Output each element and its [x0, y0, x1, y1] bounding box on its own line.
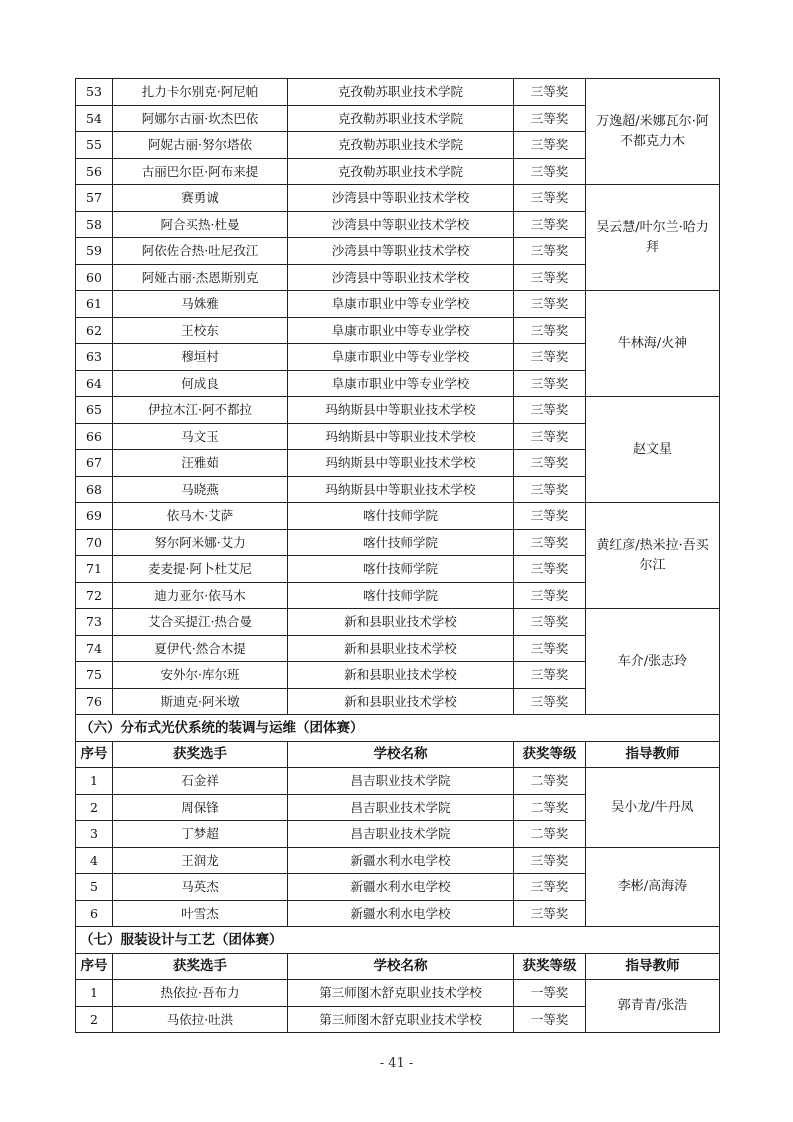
page-number: - 41 -	[379, 1056, 414, 1071]
school-name: 喀什技师学院	[288, 529, 514, 556]
school-name: 新和县职业技术学校	[288, 688, 514, 715]
table-row	[76, 609, 720, 636]
table-row	[76, 503, 720, 530]
row-number: 56	[76, 158, 113, 185]
winner-name: 赛勇诚	[113, 185, 288, 212]
winner-name: 安外尔·库尔班	[113, 662, 288, 689]
winner-name: 夏伊代·然合木提	[113, 635, 288, 662]
school-name: 阜康市职业中等专业学校	[288, 291, 514, 318]
school-name: 沙湾县中等职业技术学校	[288, 185, 514, 212]
row-number: 67	[76, 450, 113, 477]
school-name: 沙湾县中等职业技术学校	[288, 264, 514, 291]
school-name: 昌吉职业技术学院	[288, 768, 514, 795]
table-row	[76, 291, 720, 318]
winner-name: 何成良	[113, 370, 288, 397]
school-name: 玛纳斯县中等职业技术学校	[288, 423, 514, 450]
award-level: 三等奖	[514, 132, 586, 159]
school-name: 新和县职业技术学校	[288, 609, 514, 636]
school-name: 沙湾县中等职业技术学校	[288, 238, 514, 265]
winner-name: 阿合买热·杜曼	[113, 211, 288, 238]
award-level: 一等奖	[514, 1006, 586, 1033]
award-level: 三等奖	[514, 688, 586, 715]
header-school: 学校名称	[288, 741, 514, 768]
award-level: 三等奖	[514, 344, 586, 371]
winner-name: 王润龙	[113, 847, 288, 874]
award-level: 三等奖	[514, 238, 586, 265]
row-number: 72	[76, 582, 113, 609]
award-level: 三等奖	[514, 847, 586, 874]
winner-name: 汪雅茹	[113, 450, 288, 477]
advisor-teacher: 牛林海/火神	[586, 291, 720, 397]
header-award: 获奖等级	[514, 953, 586, 980]
school-name: 昌吉职业技术学院	[288, 794, 514, 821]
section-title: （七）服装设计与工艺（团体赛）	[76, 927, 720, 954]
winner-name: 马晓燕	[113, 476, 288, 503]
advisor-teacher: 李彬/高海涛	[586, 847, 720, 927]
winner-name: 马文玉	[113, 423, 288, 450]
winner-name: 马英杰	[113, 874, 288, 901]
award-level: 二等奖	[514, 821, 586, 848]
school-name: 克孜勒苏职业技术学院	[288, 79, 514, 106]
award-level: 三等奖	[514, 291, 586, 318]
row-number: 74	[76, 635, 113, 662]
winner-name: 迪力亚尔·依马木	[113, 582, 288, 609]
row-number: 53	[76, 79, 113, 106]
table-row	[76, 980, 720, 1007]
row-number: 1	[76, 980, 113, 1007]
winner-name: 王校东	[113, 317, 288, 344]
winner-name: 热依拉·吾布力	[113, 980, 288, 1007]
row-number: 73	[76, 609, 113, 636]
award-level: 三等奖	[514, 503, 586, 530]
advisor-teacher: 车介/张志玲	[586, 609, 720, 715]
award-level: 二等奖	[514, 794, 586, 821]
winner-name: 阿娅古丽·杰恩斯别克	[113, 264, 288, 291]
advisor-teacher: 黄红彦/热米拉·吾买尔江	[586, 503, 720, 609]
award-level: 三等奖	[514, 529, 586, 556]
school-name: 新和县职业技术学校	[288, 635, 514, 662]
school-name: 新疆水利水电学校	[288, 900, 514, 927]
row-number: 2	[76, 794, 113, 821]
row-number: 4	[76, 847, 113, 874]
section-row	[76, 715, 720, 742]
row-number: 61	[76, 291, 113, 318]
row-number: 69	[76, 503, 113, 530]
winner-name: 马姝雅	[113, 291, 288, 318]
winner-name: 穆垣村	[113, 344, 288, 371]
awards-table	[75, 78, 720, 1033]
award-level: 二等奖	[514, 768, 586, 795]
award-level: 三等奖	[514, 635, 586, 662]
row-number: 60	[76, 264, 113, 291]
award-level: 三等奖	[514, 900, 586, 927]
winner-name: 石金祥	[113, 768, 288, 795]
row-number: 6	[76, 900, 113, 927]
school-name: 喀什技师学院	[288, 582, 514, 609]
row-number: 65	[76, 397, 113, 424]
award-level: 三等奖	[514, 582, 586, 609]
school-name: 克孜勒苏职业技术学院	[288, 132, 514, 159]
row-number: 59	[76, 238, 113, 265]
winner-name: 斯迪克·阿米墩	[113, 688, 288, 715]
award-level: 三等奖	[514, 874, 586, 901]
school-name: 玛纳斯县中等职业技术学校	[288, 397, 514, 424]
header-no: 序号	[76, 741, 113, 768]
section-row	[76, 927, 720, 954]
advisor-teacher: 郭青青/张浩	[586, 980, 720, 1033]
winner-name: 丁梦超	[113, 821, 288, 848]
table-row	[76, 185, 720, 212]
school-name: 新疆水利水电学校	[288, 874, 514, 901]
table-row	[76, 768, 720, 795]
advisor-teacher: 赵文星	[586, 397, 720, 503]
advisor-teacher: 吴小龙/牛丹凤	[586, 768, 720, 848]
header-winner: 获奖选手	[113, 953, 288, 980]
row-number: 75	[76, 662, 113, 689]
row-number: 71	[76, 556, 113, 583]
award-level: 三等奖	[514, 370, 586, 397]
winner-name: 叶雪杰	[113, 900, 288, 927]
row-number: 66	[76, 423, 113, 450]
row-number: 2	[76, 1006, 113, 1033]
award-level: 三等奖	[514, 317, 586, 344]
row-number: 3	[76, 821, 113, 848]
school-name: 第三师图木舒克职业技术学校	[288, 1006, 514, 1033]
school-name: 克孜勒苏职业技术学院	[288, 105, 514, 132]
school-name: 玛纳斯县中等职业技术学校	[288, 450, 514, 477]
winner-name: 艾合买提江·热合曼	[113, 609, 288, 636]
winner-name: 阿娜尔古丽·坎杰巴依	[113, 105, 288, 132]
winner-name: 麦麦提·阿卜杜艾尼	[113, 556, 288, 583]
award-level: 三等奖	[514, 423, 586, 450]
school-name: 新疆水利水电学校	[288, 847, 514, 874]
table-row	[76, 847, 720, 874]
row-number: 62	[76, 317, 113, 344]
row-number: 1	[76, 768, 113, 795]
table-row	[76, 397, 720, 424]
award-level: 三等奖	[514, 450, 586, 477]
row-number: 68	[76, 476, 113, 503]
award-level: 一等奖	[514, 980, 586, 1007]
school-name: 阜康市职业中等专业学校	[288, 344, 514, 371]
winner-name: 阿依佐合热·吐尼孜江	[113, 238, 288, 265]
award-level: 三等奖	[514, 79, 586, 106]
winner-name: 扎力卡尔别克·阿尼帕	[113, 79, 288, 106]
award-level: 三等奖	[514, 556, 586, 583]
header-no: 序号	[76, 953, 113, 980]
school-name: 喀什技师学院	[288, 503, 514, 530]
row-number: 58	[76, 211, 113, 238]
header-winner: 获奖选手	[113, 741, 288, 768]
school-name: 阜康市职业中等专业学校	[288, 317, 514, 344]
advisor-teacher: 万逸超/米娜瓦尔·阿不都克力木	[586, 79, 720, 185]
award-level: 三等奖	[514, 105, 586, 132]
header-row	[76, 741, 720, 768]
winner-name: 马依拉·吐洪	[113, 1006, 288, 1033]
advisor-teacher: 吴云慧/叶尔兰·哈力拜	[586, 185, 720, 291]
school-name: 第三师图木舒克职业技术学校	[288, 980, 514, 1007]
school-name: 阜康市职业中等专业学校	[288, 370, 514, 397]
row-number: 57	[76, 185, 113, 212]
award-level: 三等奖	[514, 397, 586, 424]
award-level: 三等奖	[514, 609, 586, 636]
header-school: 学校名称	[288, 953, 514, 980]
row-number: 55	[76, 132, 113, 159]
header-row	[76, 953, 720, 980]
row-number: 54	[76, 105, 113, 132]
award-level: 三等奖	[514, 158, 586, 185]
winner-name: 古丽巴尔臣·阿布来提	[113, 158, 288, 185]
school-name: 沙湾县中等职业技术学校	[288, 211, 514, 238]
header-award: 获奖等级	[514, 741, 586, 768]
school-name: 昌吉职业技术学院	[288, 821, 514, 848]
school-name: 玛纳斯县中等职业技术学校	[288, 476, 514, 503]
award-level: 三等奖	[514, 211, 586, 238]
row-number: 63	[76, 344, 113, 371]
award-level: 三等奖	[514, 264, 586, 291]
winner-name: 努尔阿米娜·艾力	[113, 529, 288, 556]
table-row	[76, 79, 720, 106]
row-number: 76	[76, 688, 113, 715]
school-name: 新和县职业技术学校	[288, 662, 514, 689]
school-name: 喀什技师学院	[288, 556, 514, 583]
award-level: 三等奖	[514, 185, 586, 212]
award-level: 三等奖	[514, 662, 586, 689]
header-teacher: 指导教师	[586, 953, 720, 980]
school-name: 克孜勒苏职业技术学院	[288, 158, 514, 185]
winner-name: 依马木·艾萨	[113, 503, 288, 530]
award-level: 三等奖	[514, 476, 586, 503]
row-number: 70	[76, 529, 113, 556]
header-teacher: 指导教师	[586, 741, 720, 768]
winner-name: 周保锋	[113, 794, 288, 821]
winner-name: 阿妮古丽·努尔塔依	[113, 132, 288, 159]
section-title: （六）分布式光伏系统的装调与运维（团体赛）	[76, 715, 720, 742]
winner-name: 伊拉木江·阿不都拉	[113, 397, 288, 424]
row-number: 64	[76, 370, 113, 397]
row-number: 5	[76, 874, 113, 901]
